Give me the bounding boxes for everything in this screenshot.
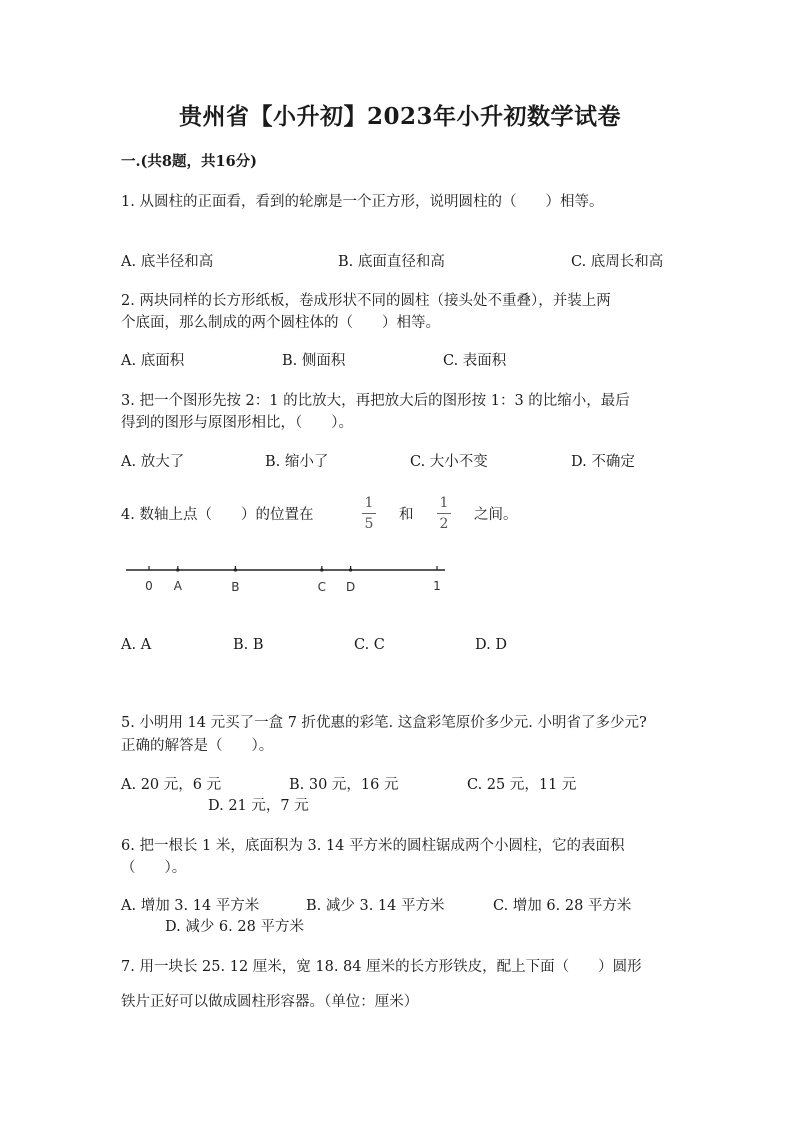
number-line-point-b [234, 568, 237, 571]
number-line [120, 560, 450, 600]
question-4-option-c: C. C [354, 637, 385, 653]
question-4-option-b: B. B [233, 637, 264, 653]
question-5-option-d: D. 21 元，7 元 [208, 798, 309, 814]
number-line-label-0: 0 [145, 579, 153, 593]
question-3-line-1: 3. 把一个图形先按 2：1 的比放大，再把放大后的图形按 1：3 的比缩小，最后 [121, 393, 630, 409]
question-3-option-d: D. 不确定 [571, 454, 635, 470]
question-4-option-a: A. A [121, 637, 152, 653]
question-7-line-1: 7. 用一块长 25. 12 厘米，宽 18. 84 厘米的长方形铁皮，配上下面（ ）圆形 [121, 959, 642, 975]
question-3-line-2: 得到的图形与原图形相比，（ ）。 [121, 415, 353, 431]
question-3-option-c: C. 大小不变 [410, 454, 488, 470]
question-6-line-1: 6. 把一根长 1 米，底面积为 3. 14 平方米的圆柱锯成两个小圆柱，它的表面积 [121, 838, 625, 854]
question-4-stem-end: 之间。 [474, 507, 518, 523]
question-6-option-c: C. 增加 6. 28 平方米 [493, 898, 632, 914]
fraction-one-fifth-denominator: 5 [364, 516, 374, 532]
question-1-option-b: B. 底面直径和高 [338, 254, 445, 270]
fraction-one-fifth-numerator: 1 [364, 495, 374, 511]
section-heading: 一.(共8题，共16分) [121, 153, 258, 170]
question-2-line-2: 个底面，那么制成的两个圆柱体的（ ）相等。 [121, 315, 440, 331]
question-6-option-d: D. 减少 6. 28 平方米 [165, 919, 304, 935]
fraction-one-half-numerator: 1 [439, 495, 449, 511]
question-7-line-2: 铁片正好可以做成圆柱形容器。（单位：厘米） [121, 994, 419, 1010]
question-5-option-c: C. 25 元，11 元 [467, 777, 577, 793]
number-line-label-b: B [231, 580, 240, 594]
question-5-line-2: 正确的解答是（ ）。 [121, 738, 274, 754]
question-2-option-a: A. 底面积 [121, 353, 185, 369]
question-6-option-b: B. 减少 3. 14 平方米 [306, 898, 445, 914]
page-title: 贵州省【小升初】2023年小升初数学试卷 [178, 103, 621, 130]
question-4-option-d: D. D [475, 637, 507, 653]
question-3-option-a: A. 放大了 [121, 454, 185, 470]
question-6-line-2: （ ）。 [121, 860, 187, 876]
question-6-option-a: A. 增加 3. 14 平方米 [121, 898, 260, 914]
number-line-label-d: D [345, 580, 356, 594]
question-5-line-1: 5. 小明用 14 元买了一盒 7 折优惠的彩笔. 这盒彩笔原价多少元. 小明省了多少元? [121, 715, 647, 731]
question-5-option-a: A. 20 元，6 元 [121, 777, 222, 793]
question-4-stem-start: 4. 数轴上点（ ）的位置在 [121, 507, 314, 523]
question-5-option-b: B. 30 元，16 元 [289, 777, 399, 793]
question-4-and: 和 [399, 507, 414, 523]
fraction-one-half-denominator: 2 [439, 516, 449, 532]
fraction-one-fifth [359, 494, 379, 533]
fraction-one-half [434, 494, 454, 533]
question-1-option-c: C. 底周长和高 [571, 254, 664, 270]
question-2-line-1: 2. 两块同样的长方形纸板，卷成形状不同的圆柱（接头处不重叠），并装上两 [121, 293, 611, 309]
question-1-stem: 1. 从圆柱的正面看，看到的轮廓是一个正方形，说明圆柱的（ ）相等。 [121, 194, 604, 210]
question-1-option-a: A. 底半径和高 [121, 254, 214, 270]
number-line-point-a [176, 568, 179, 571]
number-line-point-c [320, 568, 323, 571]
number-line-point-d [349, 568, 352, 571]
number-line-label-a: A [173, 579, 182, 593]
number-line-label-1: 1 [433, 579, 441, 593]
number-line-label-c: C [317, 580, 326, 594]
question-2-option-b: B. 侧面积 [282, 353, 346, 369]
question-2-option-c: C. 表面积 [443, 353, 507, 369]
question-3-option-b: B. 缩小了 [265, 454, 329, 470]
